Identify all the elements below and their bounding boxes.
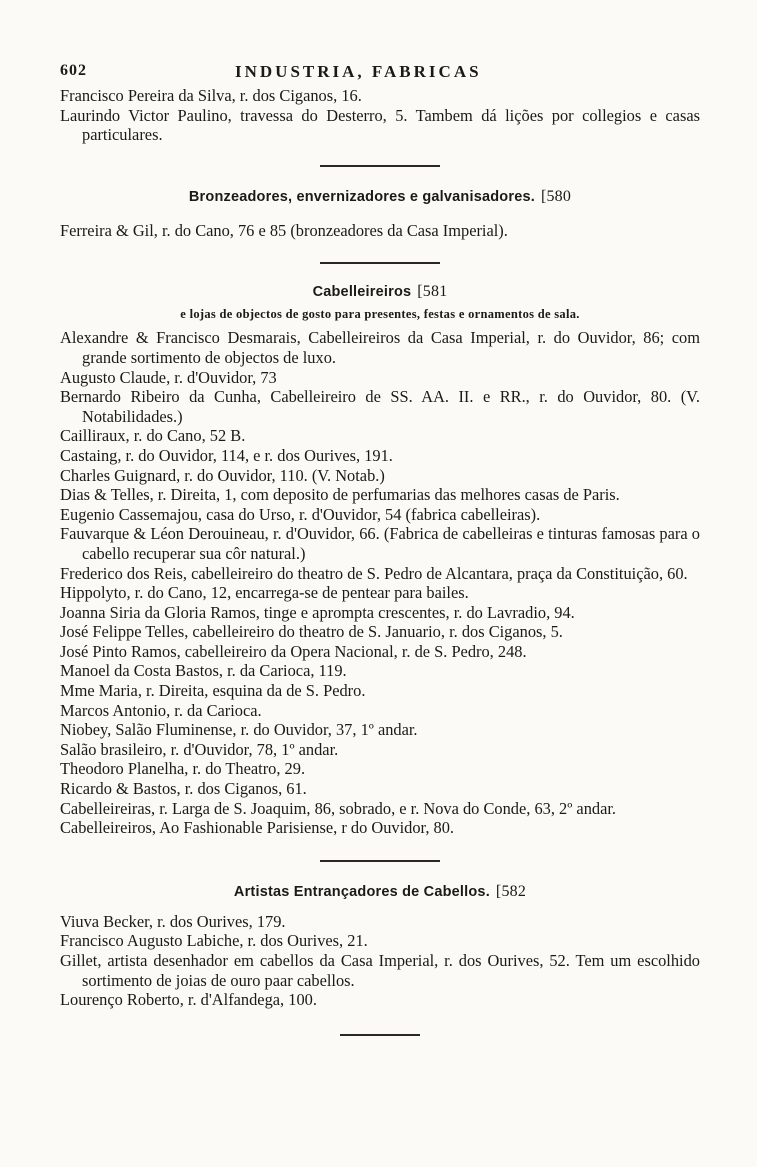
section-number: [580 [540,187,572,205]
list-item: Castaing, r. do Ouvidor, 114, e r. dos Ourives, 191. [60,445,393,465]
list-item: José Pinto Ramos, cabelleireiro da Opera Nacional, r. de S. Pedro, 248. [60,641,527,661]
list-item: Frederico dos Reis, cabelleireiro do theatro de S. Pedro de Alcantara, praça da Constituição, 60. [60,563,688,583]
list-item: Bernardo Ribeiro da Cunha, Cabelleireiro de SS. AA. II. e RR., r. do Ouvidor, 80. (V. Notabilidades.) [60,387,700,426]
page-body [60,86,700,1036]
list-item: Gillet, artista desenhador em cabellos da Casa Imperial, r. dos Ourives, 52. Tem um escolhido sortimento de joias de ouro paar cabellos. [60,951,700,990]
entry-list-cabelleireiros [60,328,700,837]
section-title: Bronzeadores, envernizadores e galvanisadores. [188,188,535,205]
entry-list-artistas [60,912,700,1010]
list-item: Joanna Siria da Gloria Ramos, tinge e apromptа crescentes, r. do Lavradio, 94. [60,602,575,622]
end-rule [340,1034,420,1036]
list-item: Francisco Pereira da Silva, r. dos Ciganos, 16. [60,86,362,105]
list-item: Laurindo Victor Paulino, travessa do Desterro, 5. Tambem dá lições por collegios e casas particulares. [60,105,700,145]
list-item: Ricardo & Bastos, r. dos Ciganos, 61. [60,779,307,799]
running-header [60,62,700,86]
list-item: Mme Maria, r. Direita, esquina da de S. Pedro. [60,681,366,701]
list-item: Cabelleireiras, r. Larga de S. Joaquim, 86, sobrado, e r. Nova do Conde, 63, 2º andar. [60,798,617,818]
section-divider [320,860,440,862]
page-number: 602 [60,62,87,79]
list-item: José Felippe Telles, cabelleireiro do theatro de S. Januario, r. dos Ciganos, 5. [60,622,563,642]
list-item: Manoel da Costa Bastos, r. da Carioca, 119. [60,661,347,681]
section-subtitle: e lojas de objectos de gosto para presentes, festas e ornamentos de sala. [180,307,580,322]
list-item: Alexandre & Francisco Desmarais, Cabelleireiros da Casa Imperial, r. do Ouvidor, 86; com grande sortimento de objectos de luxo. [60,328,700,367]
list-item: Lourenço Roberto, r. d'Alfandega, 100. [60,990,317,1010]
section-divider [320,262,440,264]
section-title: Cabelleireiros [312,284,412,301]
list-item: Marcos Antonio, r. da Carioca. [60,700,262,720]
list-item: Cailliraux, r. do Cano, 52 B. [60,426,246,446]
list-item: Theodoro Planelha, r. do Theatro, 29. [60,759,306,779]
list-item: Dias & Telles, r. Direita, 1, com deposito de perfumarias das melhores casas de Paris. [60,485,620,505]
list-item: Francisco Augusto Labiche, r. dos Ourives, 21. [60,931,368,951]
section-heading-cabelleireiros [60,282,700,302]
running-title: INDUSTRIA, FABRICAS [235,62,482,81]
section-title: Artistas Entrançadores de Cabellos. [233,883,490,900]
section-number: [581 [417,283,448,301]
list-item: Augusto Claude, r. d'Ouvidor, 73 [60,367,277,387]
list-item: Salão brasileiro, r. d'Ouvidor, 78, 1º andar. [60,739,339,759]
list-item: Hippolyto, r. do Cano, 12, encarrega-se de pentear para bailes. [60,583,469,603]
section-heading-bronzeadores [60,187,700,207]
section-heading-artistas [60,882,700,902]
section-number: [582 [495,882,527,900]
list-item: Charles Guignard, r. do Ouvidor, 110. (V. Notab.) [60,465,385,485]
list-item: Ferreira & Gil, r. do Cano, 76 e 85 (bronzeadores da Casa Imperial). [60,220,508,240]
list-item: Fauvarque & Léon Derouineau, r. d'Ouvidor, 66. (Fabrica de cabelleiras e tinturas famosas para o cabello recuperar sua côr natural.) [60,524,700,563]
list-item: Cabelleireiros, Ao Fashionable Parisiense, r do Ouvidor, 80. [60,818,455,838]
section-divider [320,165,440,167]
list-item: Viuva Becker, r. dos Ourives, 179. [60,911,286,931]
list-item: Eugenio Cassemajou, casa do Urso, r. d'Ouvidor, 54 (fabrica cabelleiras). [60,504,541,524]
list-item: Niobey, Salão Fluminense, r. do Ouvidor, 37, 1º andar. [60,720,418,740]
